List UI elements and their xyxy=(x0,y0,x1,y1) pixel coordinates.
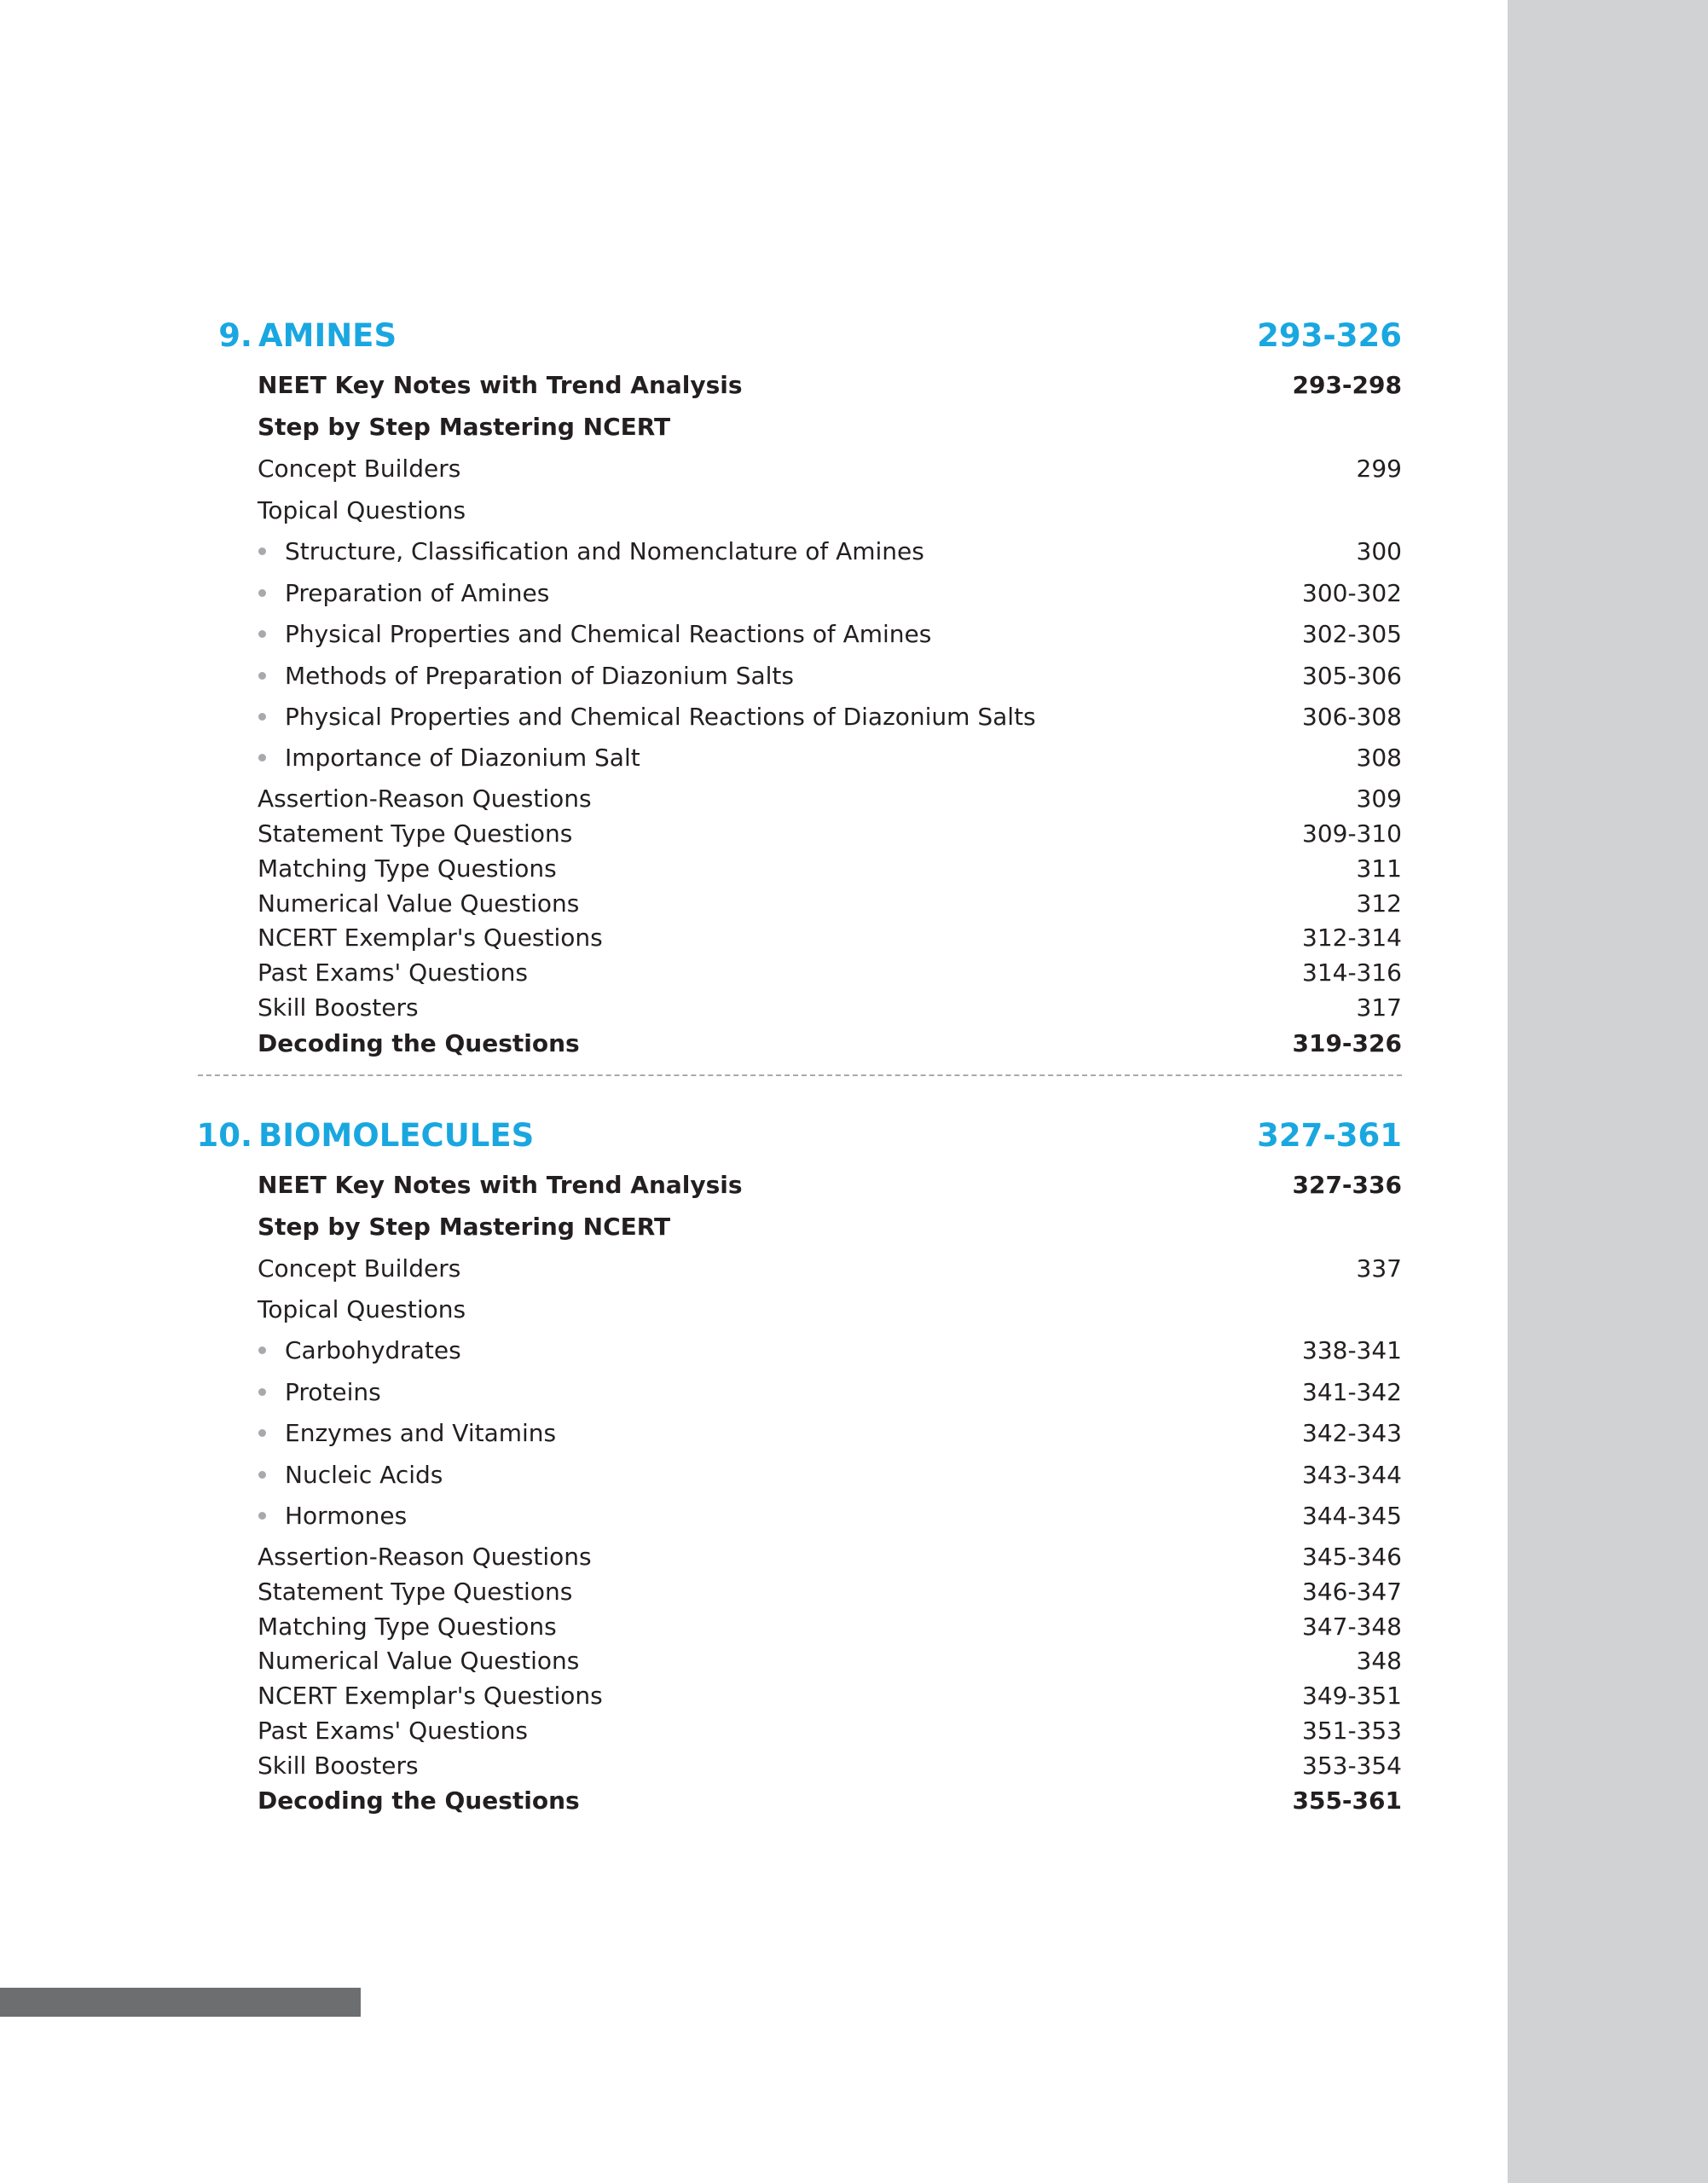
toc-section-heading xyxy=(258,492,1402,530)
toc-entry[interactable] xyxy=(258,1608,1402,1646)
toc-bullet-entry[interactable] xyxy=(258,575,1402,612)
entry-pages: 293-298 xyxy=(1292,371,1402,399)
entry-pages: 344-345 xyxy=(1302,1502,1402,1530)
entry-pages: 341-342 xyxy=(1302,1378,1402,1406)
entry-pages: 346-347 xyxy=(1302,1578,1402,1606)
bullet-icon xyxy=(258,547,266,555)
chapter-number: 10. xyxy=(196,1117,252,1154)
bullet-icon xyxy=(258,630,266,638)
entry-pages: 308 xyxy=(1356,744,1402,772)
chapter-pages: 327-361 xyxy=(1257,1117,1402,1154)
entry-label: Past Exams' Questions xyxy=(258,1717,528,1745)
toc-bullet-entry[interactable] xyxy=(258,739,1402,777)
chapter-heading[interactable] xyxy=(128,310,1402,362)
toc-bullet-entry[interactable] xyxy=(258,1497,1402,1535)
toc-bullet-entry[interactable] xyxy=(258,1332,1402,1369)
toc-bullet-entry[interactable] xyxy=(258,616,1402,653)
entry-label: Skill Boosters xyxy=(258,993,419,1022)
toc-entry[interactable] xyxy=(258,1642,1402,1680)
toc-entry[interactable] xyxy=(258,885,1402,923)
entry-pages: 345-346 xyxy=(1302,1543,1402,1571)
entry-label: Assertion-Reason Questions xyxy=(258,1543,592,1571)
entry-label: Importance of Diazonium Salt xyxy=(285,744,640,772)
entry-pages: 355-361 xyxy=(1292,1786,1402,1815)
toc-bullet-entry[interactable] xyxy=(258,1415,1402,1452)
toc-entry[interactable] xyxy=(258,1025,1402,1063)
entry-pages: 347-348 xyxy=(1302,1613,1402,1641)
entry-label: Numerical Value Questions xyxy=(258,889,580,918)
toc-entry[interactable] xyxy=(258,1573,1402,1611)
entry-label: Assertion-Reason Questions xyxy=(258,785,592,813)
entry-label: Skill Boosters xyxy=(258,1752,419,1780)
entry-pages: 348 xyxy=(1356,1647,1402,1675)
entry-label: Physical Properties and Chemical Reactions of Diazonium Salts xyxy=(285,703,1036,731)
bullet-icon xyxy=(258,1429,266,1437)
chapter-number: 9. xyxy=(218,317,252,354)
entry-pages: 305-306 xyxy=(1302,662,1402,690)
chapter-divider xyxy=(198,1074,1402,1076)
entry-label: Concept Builders xyxy=(258,455,461,483)
entry-pages: 338-341 xyxy=(1302,1336,1402,1364)
toc-section-heading xyxy=(258,408,1402,446)
entry-label: NEET Key Notes with Trend Analysis xyxy=(258,371,743,399)
entry-label: Nucleic Acids xyxy=(285,1461,443,1489)
toc-entry[interactable] xyxy=(258,1250,1402,1288)
entry-pages: 309-310 xyxy=(1302,819,1402,848)
entry-pages: 306-308 xyxy=(1302,703,1402,731)
entry-label: Preparation of Amines xyxy=(285,579,550,607)
toc-entry[interactable] xyxy=(258,1712,1402,1750)
entry-pages: 309 xyxy=(1356,785,1402,813)
entry-pages: 302-305 xyxy=(1302,620,1402,648)
bullet-icon xyxy=(258,672,266,680)
entry-pages: 317 xyxy=(1356,993,1402,1022)
entry-label: Decoding the Questions xyxy=(258,1029,580,1057)
entry-label: Matching Type Questions xyxy=(258,1613,557,1641)
toc-entry[interactable] xyxy=(258,989,1402,1027)
bullet-icon xyxy=(258,713,266,721)
entry-label: Past Exams' Questions xyxy=(258,958,528,987)
toc-entry[interactable] xyxy=(258,954,1402,992)
toc-entry[interactable] xyxy=(258,815,1402,853)
toc-entry[interactable] xyxy=(258,850,1402,888)
entry-pages: 311 xyxy=(1356,854,1402,883)
entry-label: Structure, Classification and Nomenclature of Amines xyxy=(285,537,924,565)
bullet-icon xyxy=(258,1471,266,1479)
entry-label: NCERT Exemplar's Questions xyxy=(258,924,603,952)
toc-entry[interactable] xyxy=(258,780,1402,818)
entry-label: Decoding the Questions xyxy=(258,1786,580,1815)
chapter-pages: 293-326 xyxy=(1257,317,1402,354)
toc-entry[interactable] xyxy=(258,1677,1402,1715)
entry-pages: 312-314 xyxy=(1302,924,1402,952)
entry-label: Physical Properties and Chemical Reactions of Amines xyxy=(285,620,932,648)
entry-pages: 353-354 xyxy=(1302,1752,1402,1780)
entry-label: Carbohydrates xyxy=(285,1336,461,1364)
toc-bullet-entry[interactable] xyxy=(258,533,1402,570)
entry-pages: 337 xyxy=(1356,1254,1402,1283)
entry-label: Topical Questions xyxy=(258,1295,466,1323)
entry-pages: 314-316 xyxy=(1302,958,1402,987)
toc-bullet-entry[interactable] xyxy=(258,698,1402,736)
entry-pages: 319-326 xyxy=(1292,1029,1402,1057)
entry-pages: 342-343 xyxy=(1302,1419,1402,1447)
entry-pages: 343-344 xyxy=(1302,1461,1402,1489)
toc-bullet-entry[interactable] xyxy=(258,657,1402,695)
chapter-title: AMINES xyxy=(258,317,397,354)
entry-label: Hormones xyxy=(285,1502,408,1530)
entry-label: Numerical Value Questions xyxy=(258,1647,580,1675)
toc-entry[interactable] xyxy=(258,1747,1402,1785)
entry-label: Concept Builders xyxy=(258,1254,461,1283)
toc-entry[interactable] xyxy=(258,450,1402,488)
toc-bullet-entry[interactable] xyxy=(258,1456,1402,1494)
toc-entry[interactable] xyxy=(258,919,1402,957)
bullet-icon xyxy=(258,754,266,761)
entry-label: Enzymes and Vitamins xyxy=(285,1419,557,1447)
entry-pages: 312 xyxy=(1356,889,1402,918)
entry-pages: 299 xyxy=(1356,455,1402,483)
toc-bullet-entry[interactable] xyxy=(258,1374,1402,1411)
toc-entry[interactable] xyxy=(258,1167,1402,1204)
entry-label: Methods of Preparation of Diazonium Salts xyxy=(285,662,794,690)
toc-entry[interactable] xyxy=(258,1782,1402,1820)
toc-section-heading xyxy=(258,1208,1402,1246)
entry-label: NCERT Exemplar's Questions xyxy=(258,1682,603,1710)
entry-label: NEET Key Notes with Trend Analysis xyxy=(258,1171,743,1199)
entry-label: Statement Type Questions xyxy=(258,819,573,848)
entry-label: Topical Questions xyxy=(258,496,466,524)
bullet-icon xyxy=(258,1346,266,1354)
bullet-icon xyxy=(258,1388,266,1396)
entry-label: Statement Type Questions xyxy=(258,1578,573,1606)
entry-label: Matching Type Questions xyxy=(258,854,557,883)
entry-pages: 349-351 xyxy=(1302,1682,1402,1710)
entry-label: Step by Step Mastering NCERT xyxy=(258,413,671,441)
bullet-icon xyxy=(258,589,266,597)
toc-entry[interactable] xyxy=(258,1538,1402,1576)
entry-label: Proteins xyxy=(285,1378,381,1406)
bullet-icon xyxy=(258,1512,266,1520)
entry-pages: 327-336 xyxy=(1292,1171,1402,1199)
entry-pages: 300-302 xyxy=(1302,579,1402,607)
chapter-title: BIOMOLECULES xyxy=(258,1117,535,1154)
toc-section-heading xyxy=(258,1291,1402,1329)
entry-pages: 300 xyxy=(1356,537,1402,565)
entry-label: Step by Step Mastering NCERT xyxy=(258,1213,671,1241)
chapter-heading[interactable] xyxy=(128,1110,1402,1161)
entry-pages: 351-353 xyxy=(1302,1717,1402,1745)
toc-entry[interactable] xyxy=(258,367,1402,404)
page-edge-band xyxy=(1508,0,1708,2183)
